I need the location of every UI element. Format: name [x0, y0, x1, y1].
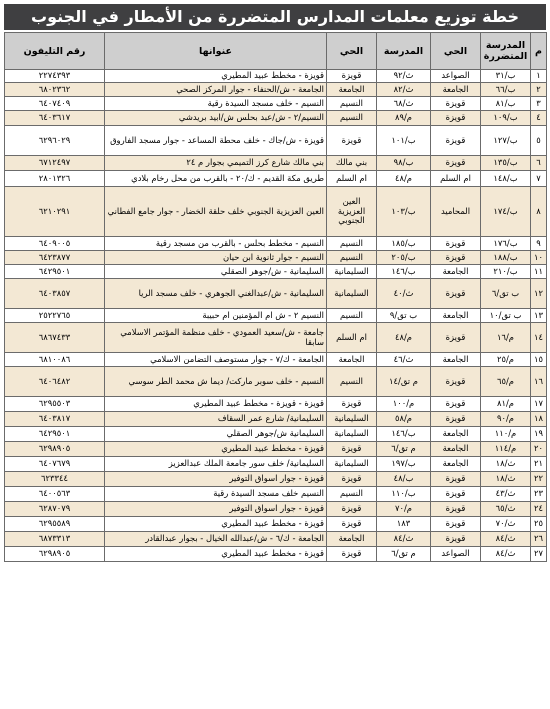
column-header-destination-district: الحي: [327, 33, 377, 70]
page-title: خطة توزيع معلمات المدارس المتضررة من الأمطار في الجنوب: [4, 4, 546, 30]
table-row: [5, 353, 547, 367]
destination-school: ب/٢٠٥: [377, 251, 431, 265]
table-row: [5, 187, 547, 237]
destination-district: قويزة: [327, 442, 377, 457]
address: السليمانية - ش/جوهر الصقلي: [105, 265, 327, 279]
destination-school: ب/٩٨: [377, 156, 431, 171]
affected-district: قويزة: [431, 532, 481, 547]
phone-number: ٦٢٩٨٩٠٥: [5, 547, 105, 562]
table-body: [5, 70, 547, 562]
destination-district: السليمانية: [327, 279, 377, 309]
destination-school: ب/٤٨: [377, 472, 431, 487]
affected-school: م/١٦: [481, 323, 531, 353]
affected-district: الصواعد: [431, 547, 481, 562]
phone-number: ٦٨٧٣٣١٣: [5, 532, 105, 547]
destination-school: ث/٤٦: [377, 353, 431, 367]
address: النسيم خلف مسجد السيدة رقية: [105, 487, 327, 502]
destination-school: ب/١١٠: [377, 487, 431, 502]
table-row: [5, 457, 547, 472]
destination-district: النسيم: [327, 111, 377, 126]
affected-school: ث/٨٤: [481, 532, 531, 547]
phone-number: ٦٤٢٩٥٠١: [5, 265, 105, 279]
column-header-affected-district: الحي: [431, 33, 481, 70]
row-index: ٢٢: [531, 472, 547, 487]
phone-number: ٦٤٠٩٠٠٥: [5, 237, 105, 251]
phone-number: ٢٥٢٢٧٦٥: [5, 309, 105, 323]
address: قويزة - مخطط عبيد المطيري: [105, 70, 327, 83]
row-index: ٢: [531, 83, 547, 97]
affected-school: ب/١٤٨: [481, 171, 531, 187]
affected-district: الجامعة: [431, 427, 481, 442]
destination-district: النسيم: [327, 487, 377, 502]
affected-school: م/١١٠: [481, 427, 531, 442]
row-index: ١٢: [531, 279, 547, 309]
table-row: [5, 171, 547, 187]
affected-school: ب/١٠٩: [481, 111, 531, 126]
phone-number: ٦٢٩٥٥٠٣: [5, 397, 105, 412]
affected-district: قويزة: [431, 323, 481, 353]
affected-district: الجامعة: [431, 265, 481, 279]
address: النسيم/٢ - ش/عبد بحلس ش/ابيد بريدشي: [105, 111, 327, 126]
affected-school: ب/٣١: [481, 70, 531, 83]
phone-number: ٦٢٩٥٥٨٩: [5, 517, 105, 532]
column-header-index: م: [531, 33, 547, 70]
table-row: [5, 279, 547, 309]
destination-school: م تق/١٤: [377, 367, 431, 397]
address: قويزة - مخطط عبيد المطيري: [105, 517, 327, 532]
column-header-destination-school: المدرسة: [377, 33, 431, 70]
destination-school: م/٤٨: [377, 171, 431, 187]
row-index: ٧: [531, 171, 547, 187]
row-index: ١٥: [531, 353, 547, 367]
destination-school: ث/٩٢: [377, 70, 431, 83]
destination-district: السليمانية: [327, 457, 377, 472]
row-index: ٢٣: [531, 487, 547, 502]
affected-school: ب/١٨٨: [481, 251, 531, 265]
affected-school: ب/٢١٠: [481, 265, 531, 279]
row-index: ١٠: [531, 251, 547, 265]
distribution-table: [4, 32, 547, 562]
phone-number: ٦٧١٢٤٩٧: [5, 156, 105, 171]
destination-school: م/٤٨: [377, 323, 431, 353]
affected-school: ث/١٨: [481, 457, 531, 472]
destination-school: ب/١٩٧: [377, 457, 431, 472]
column-header-phone: رقم التليفون: [5, 33, 105, 70]
address: السليمانية/ شارع عمر السقاف: [105, 412, 327, 427]
affected-district: قويزة: [431, 156, 481, 171]
destination-school: ب/١٨٥: [377, 237, 431, 251]
address: العين العزيزية الجنوبي خلف حلقة الخضار - جوار جامع الفطاني: [105, 187, 327, 237]
table-row: [5, 412, 547, 427]
address: النسيم ٢ - ش ام المؤمنين ام حبيبة: [105, 309, 327, 323]
row-index: ٩: [531, 237, 547, 251]
affected-district: قويزة: [431, 97, 481, 111]
address: قويزة - جوار اسواق التوفير: [105, 502, 327, 517]
destination-school: ث/٦٨: [377, 97, 431, 111]
destination-district: الجامعة: [327, 532, 377, 547]
destination-school: م تق/٦: [377, 547, 431, 562]
row-index: ٦: [531, 156, 547, 171]
address: السليمانية/ خلف سور جامعة الملك عبدالعزيز: [105, 457, 327, 472]
destination-district: قويزة: [327, 126, 377, 156]
table-row: [5, 487, 547, 502]
address: جامعة - ش/سعيد العمودي - خلف منظمة المؤتمر الاسلامي سابقا: [105, 323, 327, 353]
destination-district: ام السلم: [327, 323, 377, 353]
destination-district: الجامعة: [327, 83, 377, 97]
phone-number: ٦٢٩٦٠٢٩: [5, 126, 105, 156]
destination-district: النسيم: [327, 309, 377, 323]
phone-number: ٦٤٠٧٦٧٩: [5, 457, 105, 472]
affected-school: م/٩٠: [481, 412, 531, 427]
row-index: ٢٦: [531, 532, 547, 547]
table-row: [5, 126, 547, 156]
destination-district: بني مالك: [327, 156, 377, 171]
row-index: ٢٤: [531, 502, 547, 517]
row-index: ١: [531, 70, 547, 83]
affected-district: قويزة: [431, 237, 481, 251]
destination-school: ب/١٤٦: [377, 265, 431, 279]
destination-school: ب/١٤٦: [377, 427, 431, 442]
affected-district: قويزة: [431, 251, 481, 265]
address: قويزة - جوار اسواق التوفير: [105, 472, 327, 487]
table-row: [5, 237, 547, 251]
table-row: [5, 156, 547, 171]
affected-district: قويزة: [431, 111, 481, 126]
destination-district: السليمانية: [327, 265, 377, 279]
address: قويزة - مخطط عبيد المطيري: [105, 442, 327, 457]
destination-district: قويزة: [327, 397, 377, 412]
destination-school: ب/١٠٣: [377, 187, 431, 237]
affected-school: ث/١٨: [481, 472, 531, 487]
phone-number: ٢٢٧٤٣٩٣: [5, 70, 105, 83]
affected-school: ث/٦٥: [481, 502, 531, 517]
destination-school: م تق/٦: [377, 442, 431, 457]
table-row: [5, 97, 547, 111]
phone-number: ٦٢٨٧٠٧٩: [5, 502, 105, 517]
table-row: [5, 83, 547, 97]
row-index: ٢٧: [531, 547, 547, 562]
row-index: ٢٠: [531, 442, 547, 457]
destination-district: النسيم: [327, 97, 377, 111]
destination-district: السليمانية: [327, 412, 377, 427]
table-row: [5, 547, 547, 562]
affected-district: قويزة: [431, 517, 481, 532]
table-row: [5, 427, 547, 442]
affected-school: م/٢٥: [481, 353, 531, 367]
address: النسيم - خلف مسجد السيدة رقية: [105, 97, 327, 111]
affected-district: الجامعة: [431, 442, 481, 457]
phone-number: ٦٨٠٢٣٦٢: [5, 83, 105, 97]
destination-district: السليمانية: [327, 427, 377, 442]
destination-district: النسيم: [327, 251, 377, 265]
affected-school: ب/٨١: [481, 97, 531, 111]
destination-school: ب/١٠١: [377, 126, 431, 156]
affected-school: م/٦٥: [481, 367, 531, 397]
affected-district: المحاميد: [431, 187, 481, 237]
phone-number: ٦٨١٠٠٨٦: [5, 353, 105, 367]
affected-district: قويزة: [431, 279, 481, 309]
destination-district: قويزة: [327, 502, 377, 517]
destination-school: ث/٨٢: [377, 83, 431, 97]
table-row: [5, 442, 547, 457]
address: السليمانية ش/جوهر الصقلي: [105, 427, 327, 442]
row-index: ١٣: [531, 309, 547, 323]
affected-district: قويزة: [431, 412, 481, 427]
destination-school: م/٨٩: [377, 111, 431, 126]
phone-number: ٢٨٠١٣٢٦: [5, 171, 105, 187]
table-row: [5, 309, 547, 323]
destination-district: النسيم: [327, 367, 377, 397]
row-index: ١٤: [531, 323, 547, 353]
destination-district: قويزة: [327, 517, 377, 532]
phone-number: ٦٢١٠٢٩١: [5, 187, 105, 237]
phone-number: ٦٤٠٧٤٠٩: [5, 97, 105, 111]
destination-school: ث/٨٤: [377, 532, 431, 547]
affected-district: قويزة: [431, 126, 481, 156]
affected-district: ام السلم: [431, 171, 481, 187]
phone-number: ٦٤٠٦٤٨٢: [5, 367, 105, 397]
table-row: [5, 517, 547, 532]
row-index: ٥: [531, 126, 547, 156]
affected-school: ب/١٣٥: [481, 156, 531, 171]
row-index: ١٨: [531, 412, 547, 427]
table-row: [5, 70, 547, 83]
affected-school: ث/٨٤: [481, 547, 531, 562]
address: قويزة - ش/جاك - خلف محطة المساعد - جوار مسجد الفاروق: [105, 126, 327, 156]
destination-school: م/٧٠: [377, 502, 431, 517]
destination-district: قويزة: [327, 547, 377, 562]
affected-district: الجامعة: [431, 309, 481, 323]
row-index: ٣: [531, 97, 547, 111]
row-index: ١٧: [531, 397, 547, 412]
table-row: [5, 323, 547, 353]
row-index: ٢١: [531, 457, 547, 472]
affected-district: الصواعد: [431, 70, 481, 83]
destination-district: العين العزيزية الجنوبي: [327, 187, 377, 237]
address: الجامعة - ش/الحنفاء - جوار المركز الصحي: [105, 83, 327, 97]
destination-school: م/١٠٠: [377, 397, 431, 412]
affected-school: ث/٧٠: [481, 517, 531, 532]
table-row: [5, 397, 547, 412]
address: السليمانية - ش/عبدالغني الجوهري - خلف مسجد الريا: [105, 279, 327, 309]
address: طريق مكة القديم - ك/٢٠ - بالقرب من محل رخام بلادي: [105, 171, 327, 187]
affected-school: ب/١٧٦: [481, 237, 531, 251]
affected-school: ث/٤٣: [481, 487, 531, 502]
row-index: ٨: [531, 187, 547, 237]
address: النسيم - جوار ثانوية ابن حيان: [105, 251, 327, 265]
row-index: ١٩: [531, 427, 547, 442]
phone-number: ٦٨٦٧٤٣٣: [5, 323, 105, 353]
affected-district: الجامعة: [431, 353, 481, 367]
affected-school: م/١١٤: [481, 442, 531, 457]
table-row: [5, 251, 547, 265]
affected-district: قويزة: [431, 487, 481, 502]
destination-school: ب تق/٩: [377, 309, 431, 323]
destination-district: قويزة: [327, 472, 377, 487]
destination-school: ث/٤٠: [377, 279, 431, 309]
address: الجامعة - ك/٧ - جوار مستوصف التضامن الاسلامي: [105, 353, 327, 367]
table-row: [5, 502, 547, 517]
phone-number: ٦٢٣٣٤٤: [5, 472, 105, 487]
affected-school: م/٨١: [481, 397, 531, 412]
address: قويزة - قويزة - مخطط عبيد المطيري: [105, 397, 327, 412]
address: بني مالك شارع كرز التميمي بجوار م ٢٤: [105, 156, 327, 171]
affected-district: قويزة: [431, 367, 481, 397]
address: النسيم - خلف سوبر ماركت/ ديما ش محمد الطر سوسي: [105, 367, 327, 397]
destination-district: الجامعة: [327, 353, 377, 367]
table-row: [5, 111, 547, 126]
table-row: [5, 367, 547, 397]
affected-school: ب/٦٦: [481, 83, 531, 97]
address: قويزة - مخطط عبيد المطيري: [105, 547, 327, 562]
column-header-affected-school: المدرسة المتضررة: [481, 33, 531, 70]
table-row: [5, 532, 547, 547]
affected-school: ب تق/٦: [481, 279, 531, 309]
phone-number: ٦٤٠٣٨٥٧: [5, 279, 105, 309]
address: الجامعة - ك/٦ - ش/عبدالله الخيال - بجوار عبدالقادر: [105, 532, 327, 547]
affected-district: قويزة: [431, 397, 481, 412]
affected-school: ب/١٧٤: [481, 187, 531, 237]
affected-school: ب/١٢٧: [481, 126, 531, 156]
table-header-row: [5, 33, 547, 70]
affected-district: الجامعة: [431, 457, 481, 472]
destination-district: النسيم: [327, 237, 377, 251]
phone-number: ٦٤٢٣٨٧٧: [5, 251, 105, 265]
row-index: ٢٥: [531, 517, 547, 532]
address: النسيم - مخطط بحلس - بالقرب من مسجد رقية: [105, 237, 327, 251]
phone-number: ٦٤٠٣٦١٧: [5, 111, 105, 126]
table-row: [5, 472, 547, 487]
affected-district: قويزة: [431, 472, 481, 487]
destination-district: ام السلم: [327, 171, 377, 187]
phone-number: ٦٤٠٠٥٦٣: [5, 487, 105, 502]
affected-district: الجامعة: [431, 83, 481, 97]
phone-number: ٦٤٢٩٥٠١: [5, 427, 105, 442]
destination-district: قويزة: [327, 70, 377, 83]
destination-school: م/٥٨: [377, 412, 431, 427]
destination-school: ١٨٣: [377, 517, 431, 532]
column-header-address: عنوانها: [105, 33, 327, 70]
phone-number: ٦٤٠٣٨١٧: [5, 412, 105, 427]
phone-number: ٦٢٩٨٩٠٥: [5, 442, 105, 457]
affected-district: قويزة: [431, 502, 481, 517]
row-index: ١٦: [531, 367, 547, 397]
row-index: ١١: [531, 265, 547, 279]
row-index: ٤: [531, 111, 547, 126]
table-row: [5, 265, 547, 279]
affected-school: ب تق/١٠: [481, 309, 531, 323]
